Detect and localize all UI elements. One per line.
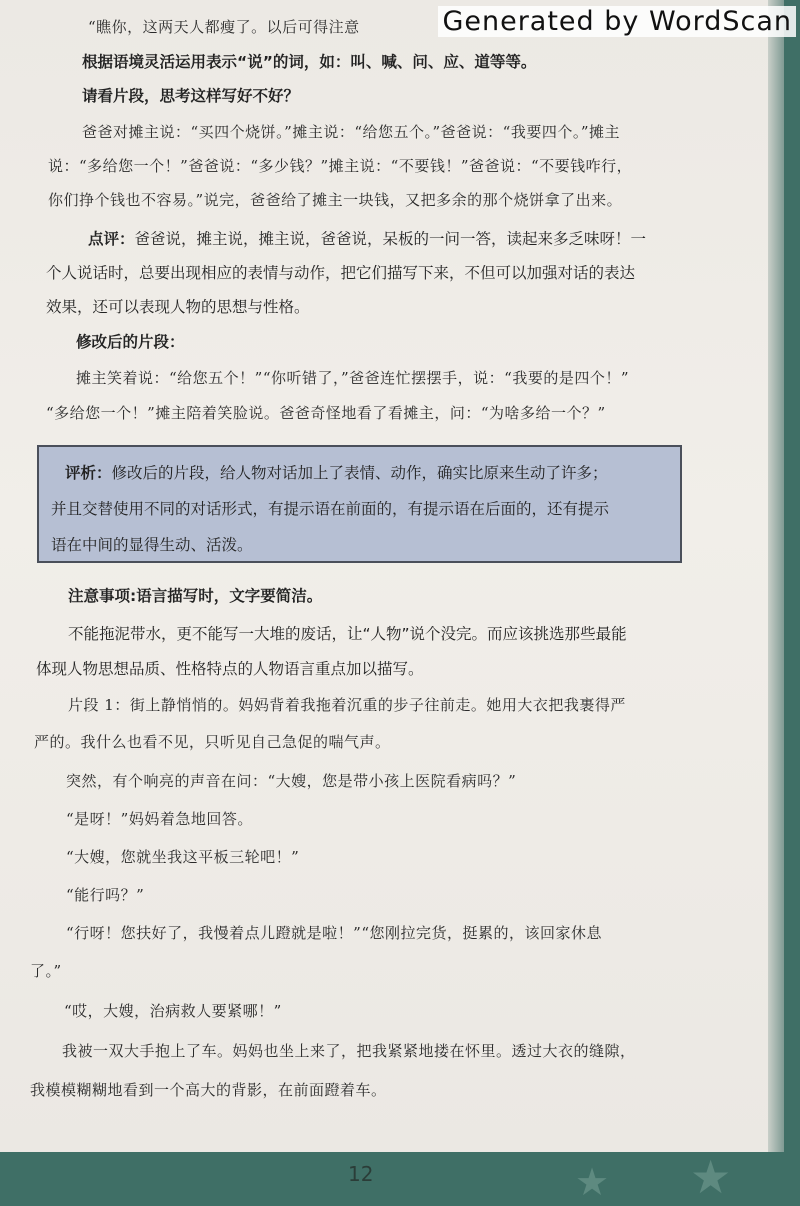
comment-text: 爸爸说，摊主说，摊主说，爸爸说，呆板的一问一答，读起来多乏味呀！一 (134, 230, 647, 248)
page-edge (768, 0, 784, 1152)
text-line-9: 效果，还可以表现人物的思想与性格。 (46, 298, 310, 316)
text-line-5: 说：“多给您一个！”爸爸说：“多少钱？”摊主说：“不要钱！”爸爸说：“不要钱咋行， (48, 157, 633, 175)
text-line-25: 我被一双大手抱上了车。妈妈也坐上来了，把我紧紧地搂在怀里。透过大衣的缝隙， (62, 1042, 636, 1060)
text-line-6: 你们挣个钱也不容易。”说完，爸爸给了摊主一块钱，又把多余的那个烧饼拿了出来。 (48, 191, 623, 209)
text-line-10: 修改后的片段： (76, 333, 185, 351)
text-line-26: 我模模糊糊地看到一个高大的背影，在前面蹬着车。 (30, 1081, 387, 1099)
text-line-18: 突然，有个响亮的声音在问：“大嫂，您是带小孩上医院看病吗？” (66, 772, 517, 790)
box-line-1 (65, 461, 608, 483)
text-line-13: 注意事项:语言描写时，文字要简洁。 (68, 587, 323, 605)
text-line-22: “行呀！您扶好了，我慢着点儿蹬就是啦！”“您刚拉完货，挺累的，该回家休息 (66, 924, 603, 942)
text-line-1: “瞧你，这两天人都瘦了。以后可得注意 (88, 18, 360, 36)
text-line-20: “大嫂，您就坐我这平板三轮吧！” (66, 848, 300, 866)
page-footer (0, 1152, 800, 1206)
page-number: 12 (348, 1162, 374, 1186)
box-line-3: 语在中间的显得生动、活泼。 (51, 536, 253, 554)
text-line-11: 摊主笑着说：“给您五个！”“你听错了，”爸爸连忙摆摆手，说：“我要的是四个！” (76, 369, 630, 387)
text-line-12: “多给您一个！”摊主陪着笑脸说。爸爸奇怪地看了看摊主，问：“为啥多给一个？” (46, 404, 606, 422)
text-line-8: 个人说话时，总要出现相应的表情与动作，把它们描写下来，不但可以加强对话的表达 (46, 264, 636, 282)
text-line-23: 了。” (30, 962, 62, 980)
analysis-box (37, 445, 682, 563)
fragment-text: 街上静悄悄的。妈妈背着我拖着沉重的步子往前走。她用大衣把我裹得严 (129, 696, 626, 714)
text-line-19: “是呀！”妈妈着急地回答。 (66, 810, 253, 828)
text-line-15: 体现人物思想品质、性格特点的人物语言重点加以描写。 (36, 660, 424, 678)
text-line-4: 爸爸对摊主说：“买四个烧饼。”摊主说：“给您五个。”爸爸说：“我要四个。”摊主 (82, 123, 621, 141)
watermark-label: Generated by WordScan (438, 6, 796, 37)
text-line-3: 请看片段，思考这样写好不好？ (82, 87, 300, 105)
text-line-24: “哎，大嫂，治病救人要紧哪！” (64, 1002, 282, 1020)
text-line-2: 根据语境灵活运用表示“说”的词，如：叫、喊、问、应、道等等。 (82, 53, 537, 71)
fragment-label: 片段 1： (68, 696, 130, 714)
analysis-label: 评析： (65, 464, 112, 482)
analysis-text: 修改后的片段，给人物对话加上了表情、动作，确实比原来生动了许多； (111, 464, 608, 482)
text-line-14: 不能拖泥带水，更不能写一大堆的废话，让“人物”说个没完。而应该挑选那些最能 (68, 625, 627, 643)
star-icon: ★ (690, 1150, 732, 1204)
text-line-21: “能行吗？” (66, 886, 145, 904)
comment-label: 点评： (88, 230, 135, 248)
text-line-7 (88, 227, 646, 249)
box-line-2: 并且交替使用不同的对话形式，有提示语在前面的，有提示语在后面的，还有提示 (51, 500, 610, 518)
text-line-16 (68, 694, 626, 715)
star-icon: ★ (575, 1160, 610, 1204)
text-line-17: 严的。我什么也看不见，只听见自己急促的喘气声。 (34, 733, 391, 751)
